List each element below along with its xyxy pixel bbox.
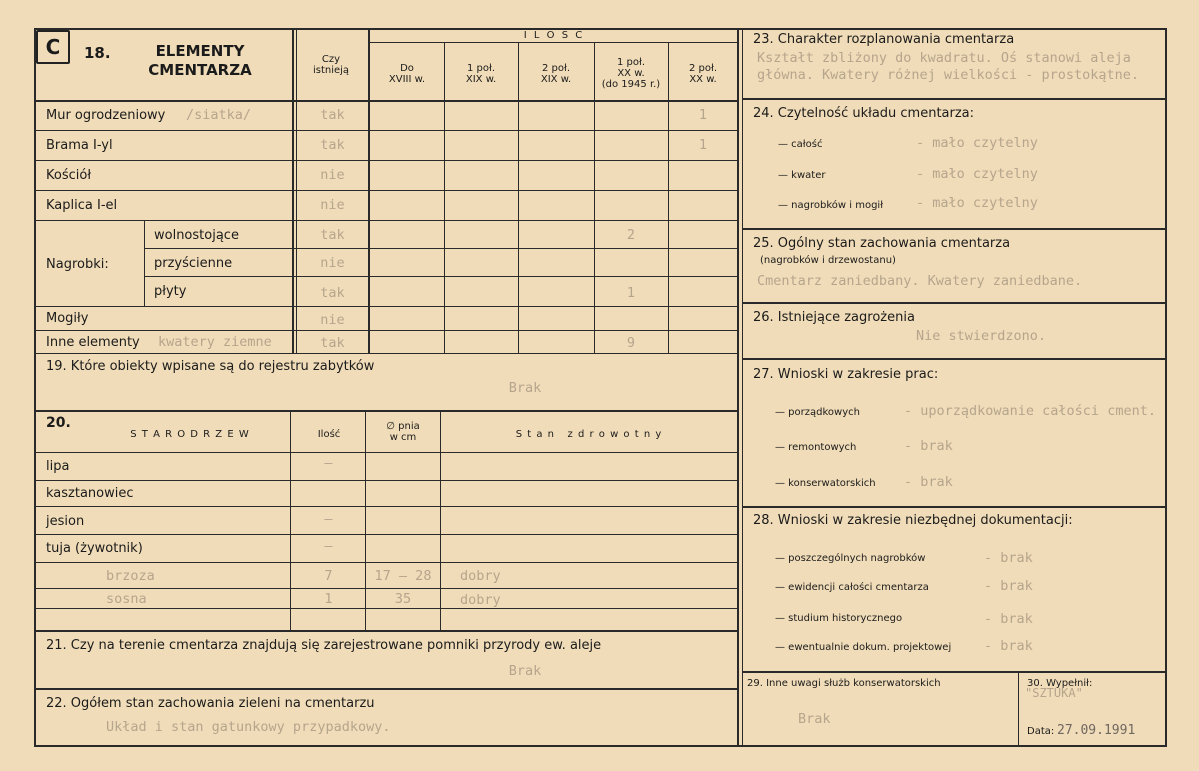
section-28-title: 28. Wnioski w zakresie niezbędnej dokumentacji:	[753, 513, 1073, 528]
section-25-value: Cmentarz zaniedbany. Kwatery zaniedbane.	[757, 273, 1083, 289]
section-30-who: "SZTUKA"	[1025, 686, 1083, 700]
s20-bottom	[34, 630, 738, 632]
period-1-l2: XVIII w.	[388, 74, 426, 85]
s27-label-remontowych: — remontowych	[775, 442, 857, 453]
row-label-brama: Brama I-yl	[46, 138, 113, 153]
nagrobki-sub-wolnostojace: wolnostojące	[154, 228, 239, 243]
s27-value-porzadkowych: - uporządkowanie całości cment.	[904, 403, 1156, 419]
section-25-title: 25. Ogólny stan zachowania cmentarza	[753, 236, 1011, 251]
inne-extra: kwatery ziemne	[158, 334, 272, 350]
tree-count-jesion: –	[324, 511, 333, 527]
section-20-pnia-2: w cm	[389, 432, 417, 443]
ilosc-header: I L O Ś Ć	[523, 30, 585, 41]
row-line-5	[34, 306, 738, 307]
section-18-number: 18.	[84, 44, 111, 62]
row-label-mur: Mur ogrodzeniowy	[46, 108, 166, 123]
row-line-header-bottom	[34, 100, 738, 102]
s24-label-nagrobkow: — nagrobków i mogił	[778, 200, 884, 211]
s20-row-line-1	[34, 480, 738, 481]
section-21-answer: Brak	[508, 663, 542, 679]
tree-name-sosna: sosna	[106, 591, 147, 607]
section-27-title: 27. Wnioski w zakresie prac:	[753, 367, 939, 382]
s20-header-bottom	[34, 452, 738, 453]
period-2-l1: 1 poł.	[466, 63, 496, 74]
s24-label-calosc: — całość	[778, 139, 823, 150]
section-29-value: Brak	[798, 711, 831, 727]
s27-value-konserwatorskich: - brak	[904, 474, 953, 490]
s24-label-kwater: — kwater	[778, 170, 826, 181]
nagrobki-exists-wolnostojace: tak	[320, 227, 345, 243]
section-26-value: Nie stwierdzono.	[916, 328, 1047, 344]
section-30-date: 27.09.1991	[1057, 723, 1136, 738]
row-p5-mur: 1	[698, 107, 708, 123]
tree-stan-brzoza: dobry	[460, 568, 501, 584]
s24-value-kwater: - mało czytelny	[916, 166, 1038, 182]
inne-label: Inne elementy	[46, 335, 140, 350]
s28-value-projektowej: - brak	[984, 638, 1033, 654]
section-24-bottom	[743, 228, 1167, 230]
nagrobki-exists-przyscienne: nie	[320, 255, 345, 271]
nagrobki-sub-plyty: płyty	[154, 284, 187, 299]
row-exists-brama: tak	[320, 137, 345, 153]
col-line-nagrobki-sub	[144, 220, 145, 306]
s27-value-remontowych: - brak	[904, 438, 953, 454]
row-line-3	[34, 190, 738, 191]
section-23-bottom	[743, 98, 1167, 100]
row-line-n1	[144, 248, 738, 249]
s28-value-ewidencji: - brak	[984, 578, 1033, 594]
tree-name-lipa: lipa	[46, 459, 70, 474]
s20-col-stan	[440, 412, 441, 630]
section-22-answer: Układ i stan gatunkowy przypadkowy.	[106, 719, 391, 735]
section-20-stan: S t a n z d r o w o t n y	[515, 429, 663, 440]
period-3-l1: 2 poł.	[541, 63, 571, 74]
tree-pnia-sosna: 35	[394, 591, 412, 607]
section-25-sub: (nagrobków i drzewostanu)	[760, 255, 896, 266]
section-23-title: 23. Charakter rozplanowania cmentarza	[753, 32, 1015, 47]
s20-row-line-5	[34, 588, 738, 589]
s27-label-konserwatorskich: — konserwatorskich	[775, 478, 876, 489]
nagrobki-sub-przyscienne: przyścienne	[154, 256, 233, 271]
s20-row-line-3	[34, 534, 738, 535]
czy-istnieja-l2: istnieją	[312, 65, 350, 76]
tree-name-kasztanowiec: kasztanowiec	[46, 486, 134, 501]
s20-row-line-2	[34, 506, 738, 507]
frame-right	[1165, 28, 1167, 747]
period-4-l2: XX w.	[617, 68, 645, 79]
s20-row-line-6	[34, 608, 738, 609]
period-3-l2: XIX w.	[540, 74, 572, 85]
row-exists-mur: tak	[320, 107, 345, 123]
mogily-exists: nie	[320, 312, 345, 328]
section-letter-c: C	[36, 30, 70, 64]
section-19-bottom	[34, 410, 738, 412]
row-exists-kaplica: nie	[320, 197, 345, 213]
section-20-pnia-1: ∅ pnia	[386, 421, 420, 432]
row-line-4	[34, 220, 738, 221]
section-30-title: 30. Wypełnił:	[1027, 678, 1093, 689]
middle-divider-2	[742, 28, 743, 747]
s28-label-studium: — studium historycznego	[775, 613, 903, 624]
section-30-date-label: Data:	[1027, 726, 1055, 737]
section-22-question: 22. Ogółem stan zachowania zieleni na cmentarzu	[46, 696, 375, 711]
inne-p4: 9	[626, 335, 636, 351]
s28-label-ewidencji: — ewidencji całości cmentarza	[775, 582, 929, 593]
row-line-2	[34, 160, 738, 161]
s28-label-nagrobkow: — poszczególnych nagrobków	[775, 553, 926, 564]
section-26-bottom	[743, 358, 1167, 360]
tree-count-brzoza: 7	[324, 568, 333, 584]
section-19-answer: Brak	[508, 380, 542, 396]
inne-exists: tak	[320, 335, 345, 351]
mogily-label: Mogiły	[46, 311, 89, 326]
nagrobki-exists-plyty: tak	[320, 285, 345, 301]
tree-name-jesion: jesion	[46, 514, 85, 529]
tree-count-lipa: –	[324, 455, 333, 471]
s20-row-line-4	[34, 562, 738, 563]
section-20-number: 20.	[46, 415, 71, 431]
section-29-title: 29. Inne uwagi służb konserwatorskich	[747, 678, 941, 689]
tree-count-tuja: –	[324, 538, 333, 554]
row-line-n2	[144, 276, 738, 277]
period-4-l3: (do 1945 r.)	[601, 79, 661, 90]
nagrobki-label: Nagrobki:	[46, 257, 109, 272]
section-26-title: 26. Istniejące zagrożenia	[753, 310, 915, 325]
middle-divider	[737, 28, 739, 747]
section-18-title-1: ELEMENTY	[155, 42, 245, 60]
row-p5-brama: 1	[698, 137, 708, 153]
row-extra-mur: /siatka/	[186, 107, 252, 123]
section-20-ilosc: Ilość	[317, 429, 341, 440]
row-label-kaplica: Kaplica I-el	[46, 198, 118, 213]
nagrobki-p4-wolnostojace: 2	[626, 227, 636, 243]
section-25-bottom	[743, 302, 1167, 304]
s20-col-ilosc	[290, 412, 291, 630]
period-2-l2: XIX w.	[465, 74, 497, 85]
nagrobki-p4-plyty: 1	[626, 285, 636, 301]
s24-value-nagrobkow: - mało czytelny	[916, 195, 1038, 211]
s28-label-projektowej: — ewentualnie dokum. projektowej	[775, 642, 952, 653]
period-5-l2: XX w.	[689, 74, 717, 85]
s28-value-studium: - brak	[984, 611, 1033, 627]
section-28-bottom	[743, 671, 1167, 673]
tree-stan-sosna: dobry	[460, 592, 501, 608]
frame-bottom	[34, 745, 1167, 747]
section-29-30-divider	[1018, 671, 1019, 747]
period-5-l1: 2 poł.	[688, 63, 718, 74]
section-19-question: 19. Które obiekty wpisane są do rejestru zabytków	[46, 359, 375, 374]
s27-label-porzadkowych: — porządkowych	[775, 407, 860, 418]
section-20-title: S T A R O D R Z E W	[130, 429, 250, 440]
section-23-line-2: główna. Kwatery różnej wielkości - prostokątne.	[757, 67, 1140, 83]
ilosc-header-line	[370, 42, 738, 43]
tree-count-sosna: 1	[324, 591, 333, 607]
section-18-title-2: CMENTARZA	[148, 61, 252, 79]
row-line-7	[34, 353, 738, 354]
section-21-bottom	[34, 688, 738, 690]
row-line-1	[34, 130, 738, 131]
s28-value-nagrobkow: - brak	[984, 550, 1033, 566]
row-line-6	[34, 330, 738, 331]
tree-pnia-brzoza: 17 – 28	[374, 568, 432, 584]
s24-value-calosc: - mało czytelny	[916, 135, 1038, 151]
tree-name-brzoza: brzoza	[106, 568, 155, 584]
frame-left	[34, 28, 36, 747]
section-21-question: 21. Czy na terenie cmentarza znajdują się zarejestrowane pomniki przyrody ew. aleje	[46, 638, 602, 653]
period-4-l1: 1 poł.	[616, 57, 646, 68]
section-24-title: 24. Czytelność układu cmentarza:	[753, 106, 975, 121]
row-exists-kosciol: nie	[320, 167, 345, 183]
czy-istnieja-l1: Czy	[321, 54, 341, 65]
tree-name-tuja: tuja (żywotnik)	[46, 541, 143, 556]
section-27-bottom	[743, 506, 1167, 508]
period-1-l1: Do	[400, 63, 414, 74]
row-label-kosciol: Kościół	[46, 168, 92, 183]
section-23-line-1: Kształt zbliżony do kwadratu. Oś stanowi aleja	[757, 50, 1131, 66]
